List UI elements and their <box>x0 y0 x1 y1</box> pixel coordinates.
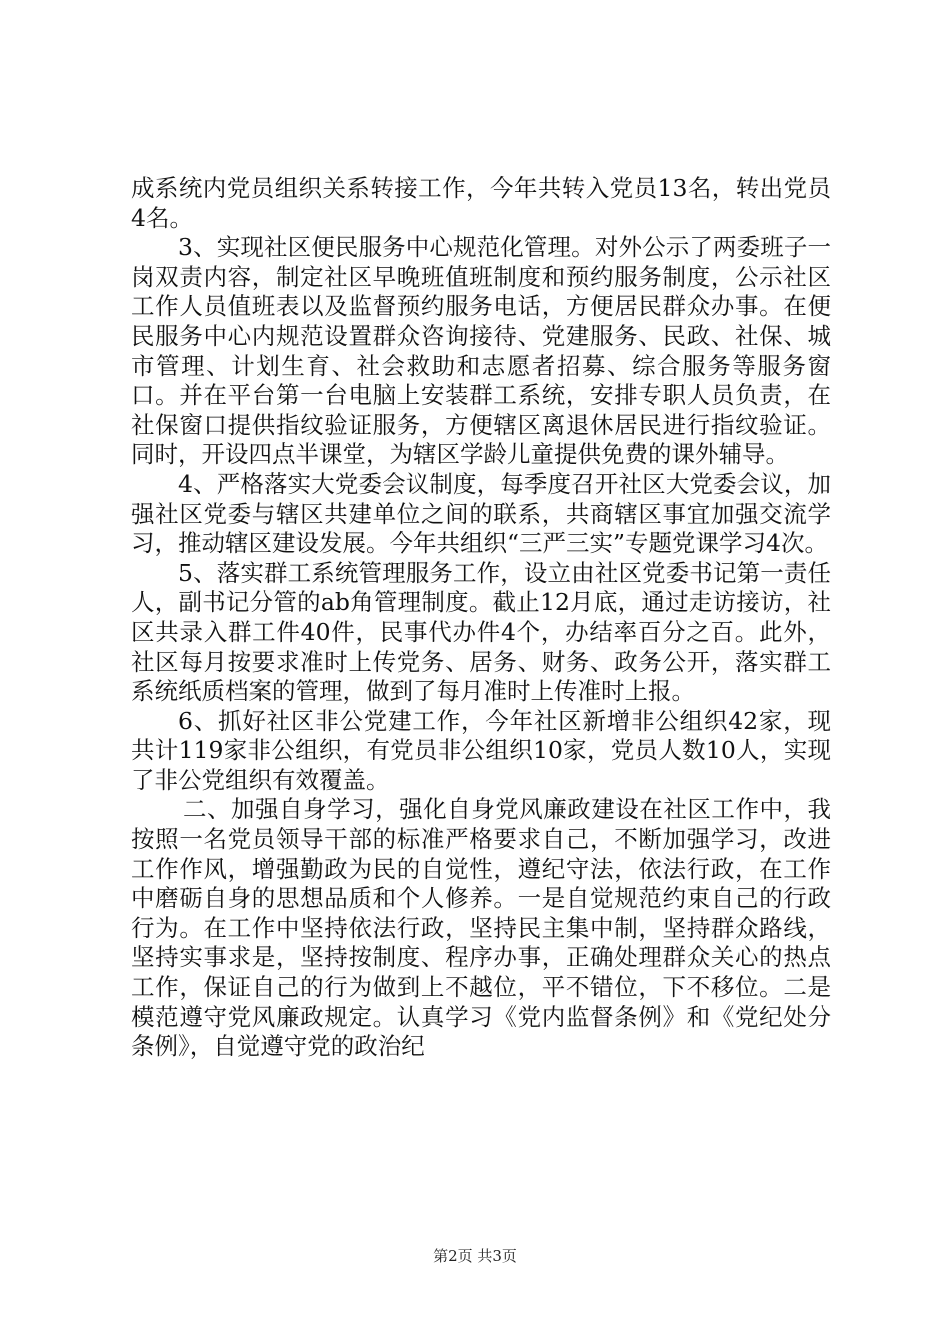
document-body <box>131 174 831 1062</box>
page-number-footer: 第2页 共3页 <box>433 1247 517 1265</box>
paragraph-item-5: 5、落实群工系统管理服务工作，设立由社区党委书记第一责任人，副书记分管的ab角管理制度。截止12月底，通过走访接访，社区共录入群工件40件，民事代办件4个，办结率百分之百。此外，社区每月按要求准时上传党务、居务、财务、政务公开，落实群工系统纸质档案的管理，做到了每月准时上传准时上报。 <box>131 558 831 706</box>
paragraph-item-6: 6、抓好社区非公党建工作，今年社区新增非公组织42家，现共计119家非公组织，有党员非公组织10家，党员人数10人，实现了非公党组织有效覆盖。 <box>131 706 831 794</box>
paragraph-continuation: 成系统内党员组织关系转接工作，今年共转入党员13名，转出党员4名。 <box>131 174 831 232</box>
paragraph-section-2: 二、加强自身学习，强化自身党风廉政建设在社区工作中，我按照一名党员领导干部的标准严格要求自己，不断加强学习，改进工作作风，增强勤政为民的自觉性，遵纪守法，依法行政，在工作中磨砺自身的思想品质和个人修养。一是自觉规范约束自己的行政行为。在工作中坚持依法行政，坚持民主集中制，坚持群众路线，坚持实事求是，坚持按制度、程序办事，正确处理群众关心的热点工作，保证自己的行为做到上不越位，平不错位，下不移位。二是模范遵守党风廉政规定。认真学习《党内监督条例》和《党纪处分条例》，自觉遵守党的政治纪 <box>131 795 831 1061</box>
paragraph-item-4: 4、严格落实大党委会议制度，每季度召开社区大党委会议，加强社区党委与辖区共建单位之间的联系，共商辖区事宜加强交流学习，推动辖区建设发展。今年共组织“三严三实”专题党课学习4次。 <box>131 469 831 558</box>
paragraph-item-3: 3、实现社区便民服务中心规范化管理。对外公示了两委班子一岗双责内容，制定社区早晚班值班制度和预约服务制度，公示社区工作人员值班表以及监督预约服务电话，方便居民群众办事。在便民服务中心内规范设置群众咨询接待、党建服务、民政、社保、城市管理、计划生育、社会救助和志愿者招募、综合服务等服务窗口。并在平台第一台电脑上安装群工系统，安排专职人员负责，在社保窗口提供指纹验证服务，方便辖区离退休居民进行指纹验证。同时，开设四点半课堂，为辖区学龄儿童提供免费的课外辅导。 <box>131 233 831 469</box>
